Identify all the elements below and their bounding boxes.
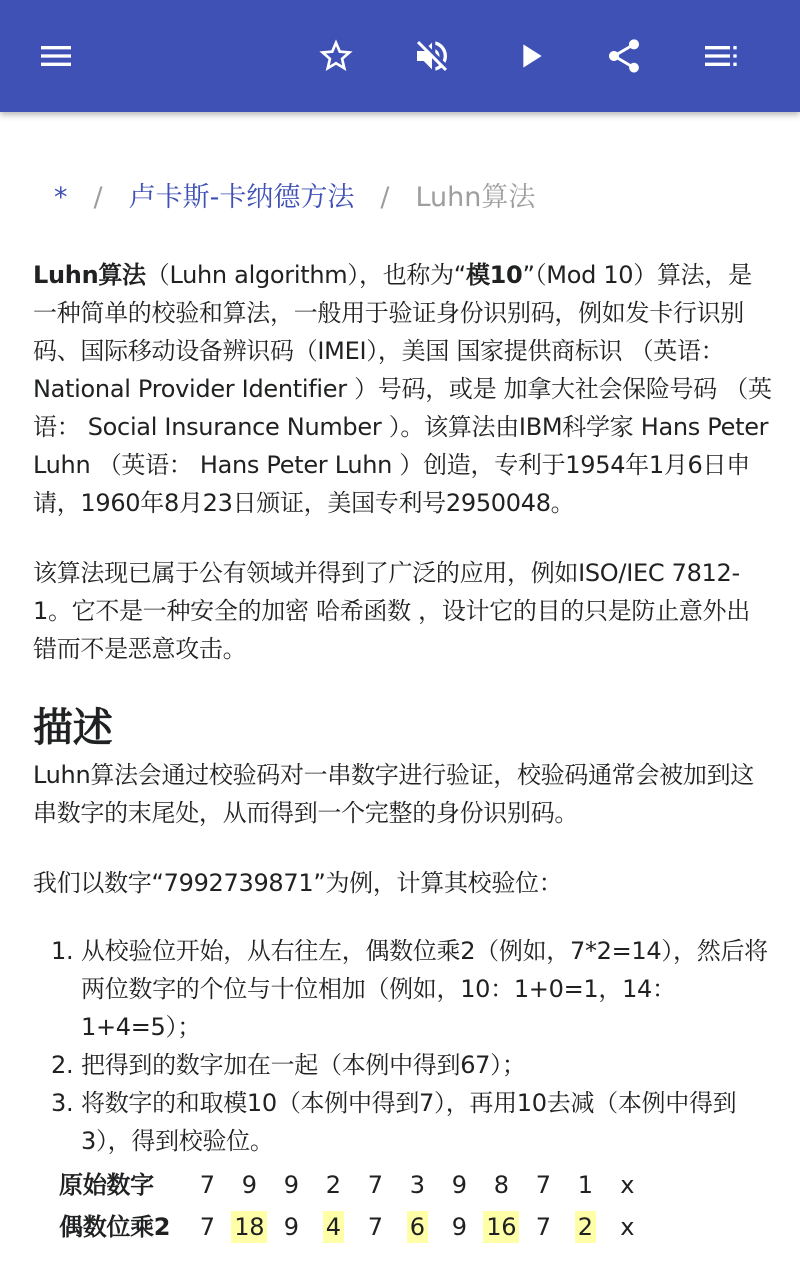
breadcrumb-separator: /	[93, 182, 103, 213]
example-paragraph: 我们以数字“7992739871”为例，计算其校验位：	[33, 869, 563, 897]
term-luhn: Luhn算法	[33, 261, 146, 289]
table-cell-highlighted: 2	[564, 1206, 606, 1248]
table-row	[53, 1206, 648, 1248]
term-mod10: 模10	[465, 261, 523, 289]
table-cell: x	[620, 1213, 635, 1241]
table-cell: 2	[325, 1171, 341, 1199]
share-button[interactable]	[598, 30, 650, 82]
play-icon	[510, 36, 550, 76]
breadcrumb	[54, 178, 535, 218]
intro-text: （Luhn algorithm），也称为“	[145, 261, 466, 289]
menu-button[interactable]	[30, 30, 82, 82]
table-cell-highlighted: 16	[480, 1206, 522, 1248]
intro-paragraph	[33, 256, 773, 522]
usage-paragraph: 该算法现已属于公有领域并得到了广泛的应用，例如ISO/IEC 7812-1。它不是一种安全的加密 哈希函数 ，设计它的目的只是防止意外出错而不是恶意攻击。	[33, 559, 750, 663]
list-item: 3. 将数字的和取模10（本例中得到7），再用10去减（本例中得到3），得到校验位。	[51, 1089, 737, 1155]
section-heading: 描述	[33, 705, 113, 751]
intro-text-cont: ”（Mod 10）算法，是一种简单的校验和算法，一般用于验证身份识别码，例如发卡行识别码、国际移动设备辨识码（IMEI），美国 国家提供商标识 （英语： National Provider Identifier ）号码，或是 加拿大社会保险号码 （英语： Social Insurance Number ）。该算法由IBM科学家 Hans Peter Luhn （英语： Hans Peter Luhn ）创造，专利于1954年1月6日申请，1960年8月23日颁证，美国专利号2950048。	[33, 261, 772, 517]
table-cell: 9	[283, 1171, 299, 1199]
table-cell-highlighted: 4	[312, 1206, 354, 1248]
table-cell: 3	[409, 1171, 425, 1199]
table-cell: 1	[577, 1171, 593, 1199]
table-cell: 7	[367, 1213, 383, 1241]
article-view	[0, 112, 800, 1280]
play-button[interactable]	[504, 30, 556, 82]
table-cell: 7	[199, 1171, 215, 1199]
table-cell: 9	[241, 1171, 257, 1199]
star-icon	[316, 36, 356, 76]
table-row	[53, 1164, 648, 1206]
table-cell: 9	[283, 1213, 299, 1241]
luhn-example-table	[53, 1164, 648, 1248]
table-cell: 9	[451, 1213, 467, 1241]
app-toolbar	[0, 0, 800, 112]
list-item: 1. 从校验位开始，从右往左，偶数位乘2（例如，7*2=14），然后将两位数字的个位与十位相加（例如，10：1+0=1，14：1+4=5）；	[51, 937, 768, 1041]
favorite-button[interactable]	[310, 30, 362, 82]
steps-list	[51, 932, 773, 1160]
table-cell: x	[620, 1171, 635, 1199]
breadcrumb-root[interactable]: *	[54, 182, 68, 213]
table-cell: 7	[535, 1213, 551, 1241]
breadcrumb-current: Luhn算法	[415, 182, 536, 213]
breadcrumb-parent[interactable]: 卢卡斯-卡纳德方法	[128, 182, 355, 213]
contents-button[interactable]	[694, 30, 746, 82]
table-cell: 8	[493, 1171, 509, 1199]
row-label: 原始数字	[59, 1171, 154, 1199]
table-cell: 9	[451, 1171, 467, 1199]
table-cell-highlighted: 6	[396, 1206, 438, 1248]
article-body	[33, 256, 773, 1248]
table-cell-highlighted: 18	[228, 1206, 270, 1248]
mute-button[interactable]	[406, 30, 458, 82]
row-label: 偶数位乘2	[59, 1213, 171, 1241]
playlist-icon	[700, 36, 740, 76]
breadcrumb-separator: /	[380, 182, 390, 213]
list-item: 2. 把得到的数字加在一起（本例中得到67）；	[51, 1051, 526, 1079]
menu-icon	[36, 36, 76, 76]
volume-off-icon	[412, 36, 452, 76]
description-paragraph: Luhn算法会通过校验码对一串数字进行验证，校验码通常会被加到这串数字的末尾处，从而得到一个完整的身份识别码。	[33, 761, 754, 827]
share-icon	[604, 36, 644, 76]
table-cell: 7	[367, 1171, 383, 1199]
table-cell: 7	[199, 1213, 215, 1241]
table-cell: 7	[535, 1171, 551, 1199]
